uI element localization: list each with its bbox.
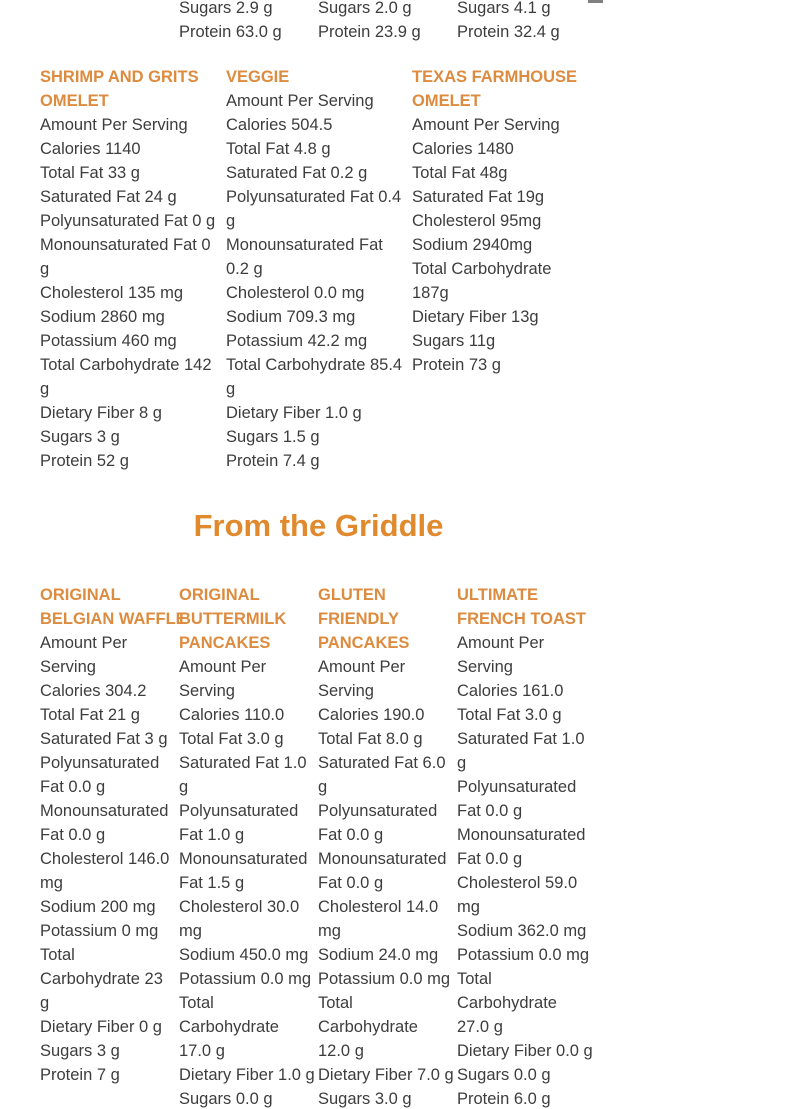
text-line: ORIGINAL (40, 586, 121, 604)
text-line: Protein 7 g (40, 1066, 120, 1084)
menu-item (318, 583, 457, 1109)
text-line: Amount Per Serving (40, 116, 188, 134)
text-line: Protein 6.0 g (457, 1090, 551, 1108)
text-line: 0.2 g (226, 260, 263, 278)
text-line: Dietary Fiber 0 g (40, 1018, 162, 1036)
text-line: Carbohydrate (318, 1018, 418, 1036)
nutrition-facts (412, 113, 598, 377)
text-line: Monounsaturated (318, 850, 447, 868)
text-line: Sodium 200 mg (40, 898, 156, 916)
text-line: Dietary Fiber 0.0 g (457, 1042, 593, 1060)
text-line: g (40, 380, 50, 398)
menu-item (412, 65, 598, 473)
text-line: Amount Per (318, 658, 406, 676)
menu-item (457, 583, 596, 1109)
text-line: g (226, 212, 236, 230)
text-line: Sodium 450.0 mg (179, 946, 309, 964)
text-line: Monounsaturated (40, 802, 169, 820)
text-line: Sugars 3.0 g (318, 1090, 412, 1108)
menu-item-name (40, 583, 187, 631)
text-line: Fat 0.0 g (40, 778, 106, 796)
text-line: Monounsaturated (457, 826, 586, 844)
text-line: Total (318, 994, 353, 1012)
text-line: Total Fat 8.0 g (318, 730, 423, 748)
text-line: Fat 0.0 g (40, 826, 106, 844)
text-line: Total (40, 946, 75, 964)
text-line: Protein 23.9 g (318, 23, 421, 41)
text-line: Polyunsaturated (40, 754, 160, 772)
text-line: VEGGIE (226, 68, 290, 86)
nutrition-facts (40, 113, 226, 473)
text-line: 27.0 g (457, 1018, 503, 1036)
text-line: Sodium 362.0 mg (457, 922, 587, 940)
text-line: Total Carbohydrate 142 (40, 356, 212, 374)
menu-item-name (318, 583, 457, 655)
text-line: PANCAKES (318, 634, 410, 652)
nutrition-facts (179, 0, 318, 44)
text-line: Protein 7.4 g (226, 452, 320, 470)
text-line: Polyunsaturated Fat 0 g (40, 212, 216, 230)
text-line: Sodium 24.0 mg (318, 946, 439, 964)
text-line: Cholesterol 0.0 mg (226, 284, 365, 302)
text-line: Total Fat 4.8 g (226, 140, 331, 158)
text-line: Calories 1480 (412, 140, 514, 158)
text-line: Sugars 3 g (40, 1042, 120, 1060)
text-line: Fat 0.0 g (457, 802, 523, 820)
menu-item (179, 583, 318, 1109)
text-line: Protein 73 g (412, 356, 501, 374)
menu-item (40, 65, 226, 473)
nutrition-facts (457, 631, 596, 1109)
text-line: SHRIMP AND GRITS (40, 68, 199, 86)
text-line: Saturated Fat 0.2 g (226, 164, 368, 182)
text-line: Saturated Fat 6.0 (318, 754, 446, 772)
text-line: Polyunsaturated (179, 802, 299, 820)
text-line: Dietary Fiber 7.0 g (318, 1066, 454, 1084)
text-line: Serving (179, 682, 235, 700)
text-line: Total Carbohydrate (412, 260, 552, 278)
text-line: Potassium 0.0 mg (318, 970, 451, 988)
empty-column (40, 0, 179, 44)
text-line: Sugars 3 g (40, 428, 120, 446)
text-line: ULTIMATE (457, 586, 538, 604)
text-line: ORIGINAL (179, 586, 260, 604)
text-line: Calories 304.2 (40, 682, 147, 700)
text-line: Sugars 2.0 g (318, 0, 412, 17)
text-line: 187g (412, 284, 449, 302)
text-line: Fat 0.0 g (318, 874, 384, 892)
text-line: Sugars 0.0 g (179, 1090, 273, 1108)
text-line: Total Carbohydrate 85.4 (226, 356, 403, 374)
text-line: OMELET (412, 92, 481, 110)
text-line: TEXAS FARMHOUSE (412, 68, 578, 86)
text-line: mg (457, 898, 480, 916)
text-line: BELGIAN WAFFLE (40, 610, 187, 628)
text-line: Saturated Fat 1.0 (179, 754, 307, 772)
text-line: Potassium 0.0 mg (179, 970, 312, 988)
menu-item-name (457, 583, 596, 631)
text-line: Carbohydrate 23 (40, 970, 163, 988)
omelet-items-section (40, 65, 598, 473)
text-line: Monounsaturated Fat 0 (40, 236, 211, 254)
text-line: BUTTERMILK (179, 610, 287, 628)
text-line: Cholesterol 30.0 (179, 898, 300, 916)
text-line: Sodium 2940mg (412, 236, 533, 254)
text-line: Total Fat 21 g (40, 706, 140, 724)
text-line: Cholesterol 59.0 (457, 874, 578, 892)
nutrition-facts (226, 89, 412, 473)
text-line: Cholesterol 135 mg (40, 284, 184, 302)
text-line: Sugars 2.9 g (179, 0, 273, 17)
text-line: Protein 32.4 g (457, 23, 560, 41)
text-line: g (179, 778, 189, 796)
text-line: Sugars 1.5 g (226, 428, 320, 446)
text-line: Total Fat 3.0 g (179, 730, 284, 748)
text-line: Cholesterol 146.0 (40, 850, 170, 868)
text-line: Amount Per (40, 634, 128, 652)
nutrition-facts (318, 0, 457, 44)
text-line: g (40, 994, 50, 1012)
text-line: Saturated Fat 19g (412, 188, 545, 206)
text-line: FRENCH TOAST (457, 610, 586, 628)
text-line: mg (179, 922, 202, 940)
griddle-items-section (40, 583, 596, 1109)
text-line: Serving (40, 658, 96, 676)
text-line: Total Fat 3.0 g (457, 706, 562, 724)
menu-item-name (179, 583, 318, 655)
text-line: Potassium 42.2 mg (226, 332, 368, 350)
text-line: Serving (457, 658, 513, 676)
nutrition-facts (40, 631, 179, 1087)
text-line: Amount Per (457, 634, 545, 652)
text-line: Carbohydrate (179, 1018, 279, 1036)
text-line: Potassium 0.0 mg (457, 946, 590, 964)
text-line: PANCAKES (179, 634, 271, 652)
menu-item (40, 583, 187, 1109)
text-line: Cholesterol 95mg (412, 212, 542, 230)
text-line: Fat 0.0 g (318, 826, 384, 844)
text-line: GLUTEN (318, 586, 386, 604)
text-line: Total Fat 33 g (40, 164, 140, 182)
text-line: Total Fat 48g (412, 164, 508, 182)
text-line: g (226, 380, 236, 398)
text-line: Carbohydrate (457, 994, 557, 1012)
text-line: OMELET (40, 92, 109, 110)
nutrition-facts (179, 655, 318, 1109)
text-line: Total (457, 970, 492, 988)
text-line: Saturated Fat 3 g (40, 730, 168, 748)
text-line: mg (40, 874, 63, 892)
text-line: Dietary Fiber 1.0 g (226, 404, 362, 422)
text-line: Sugars 0.0 g (457, 1066, 551, 1084)
text-line: FRIENDLY (318, 610, 399, 628)
text-line: Saturated Fat 24 g (40, 188, 177, 206)
text-line: Cholesterol 14.0 (318, 898, 439, 916)
text-line: Fat 1.0 g (179, 826, 245, 844)
text-line: Amount Per Serving (226, 92, 374, 110)
text-line: Potassium 0 mg (40, 922, 159, 940)
text-line: Fat 0.0 g (457, 850, 523, 868)
text-line: Calories 504.5 (226, 116, 333, 134)
menu-item (226, 65, 412, 473)
menu-item-name (412, 65, 598, 113)
text-line: Protein 52 g (40, 452, 129, 470)
text-line: Calories 161.0 (457, 682, 564, 700)
text-line: Potassium 460 mg (40, 332, 177, 350)
text-line: Sugars 4.1 g (457, 0, 551, 17)
nutrition-facts (457, 0, 596, 44)
text-line: 12.0 g (318, 1042, 364, 1060)
text-line: 17.0 g (179, 1042, 225, 1060)
text-line: Calories 190.0 (318, 706, 425, 724)
text-line: Polyunsaturated Fat 0.4 (226, 188, 402, 206)
menu-item-name (226, 65, 412, 89)
text-line: Dietary Fiber 13g (412, 308, 539, 326)
text-line: Monounsaturated (179, 850, 308, 868)
text-line: Amount Per (179, 658, 267, 676)
text-line: Sodium 2860 mg (40, 308, 165, 326)
text-line: Protein 63.0 g (179, 23, 282, 41)
text-line: g (318, 778, 328, 796)
text-line: Total (179, 994, 214, 1012)
text-line: g (40, 260, 50, 278)
nutrition-facts (318, 655, 457, 1109)
text-line: Polyunsaturated (318, 802, 438, 820)
text-line: Fat 1.5 g (179, 874, 245, 892)
previous-section-partial (40, 0, 596, 44)
text-line: Monounsaturated Fat (226, 236, 383, 254)
text-line: g (457, 754, 467, 772)
menu-item-name (40, 65, 226, 113)
text-line: Saturated Fat 1.0 (457, 730, 585, 748)
text-line: mg (318, 922, 341, 940)
text-line: Dietary Fiber 1.0 g (179, 1066, 315, 1084)
text-line: Sugars 11g (412, 332, 496, 350)
text-line: Calories 110.0 (179, 706, 285, 724)
text-line: Dietary Fiber 8 g (40, 404, 162, 422)
text-line: Sodium 709.3 mg (226, 308, 356, 326)
text-line: Polyunsaturated (457, 778, 577, 796)
text-line: Calories 1140 (40, 140, 141, 158)
text-line: Amount Per Serving (412, 116, 560, 134)
text-line: Serving (318, 682, 374, 700)
section-title: From the Griddle (193, 508, 444, 543)
